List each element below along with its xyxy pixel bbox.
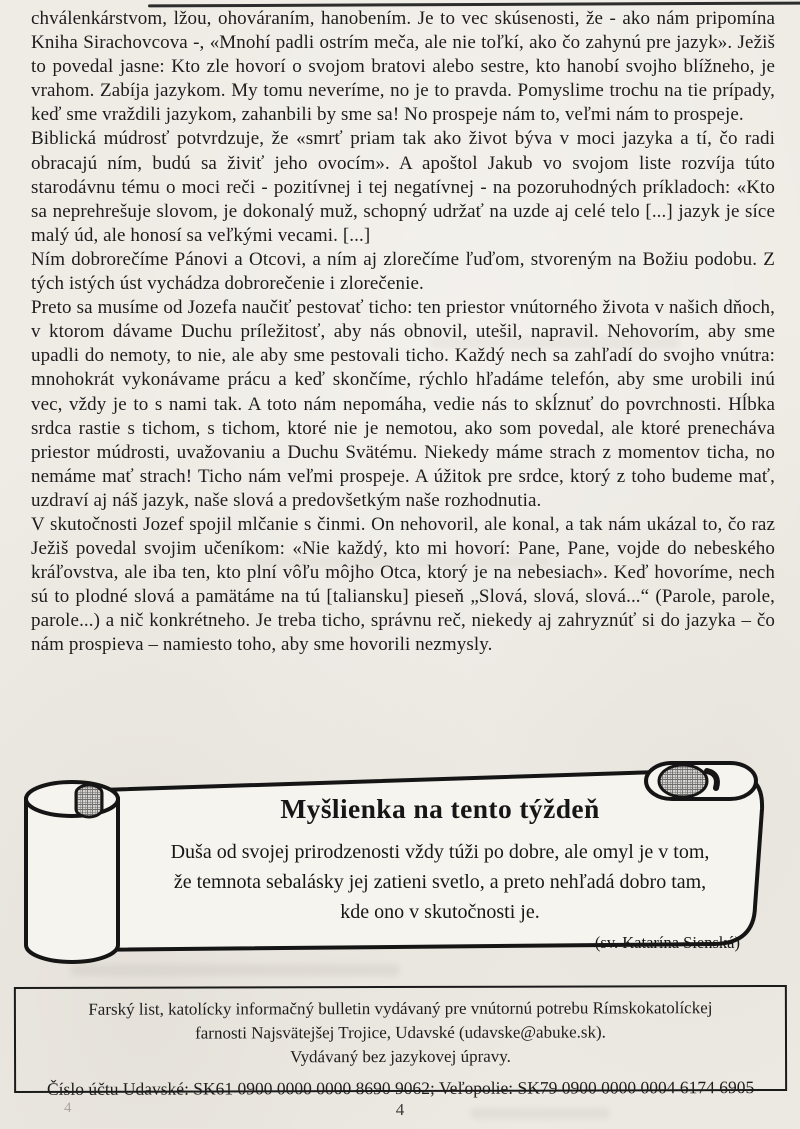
article-body (31, 7, 775, 658)
body-paragraph: chválenkárstvom, lžou, ohováraním, hanobením. Je to vec skúsenosti, že - ako nám pripomína Kniha Sirachovcova -, «Mnohí padli ostrím meča, ale nie toľkí, ako čo zahynú pre jazyk». Ježiš to povedal jasne: Kto zle hovorí o svojom bratovi alebo sestre, kto hanobí svojho blížneho, je vrahom. Zabíja jazykom. My tomu neveríme, no je to pravda. Pomyslime trochu na tie prípady, keď sme vraždili jazykom, zahanbili by sme sa! No prospeje nám to, veľmi nám to prospeje. (31, 8, 775, 126)
thought-of-week-banner (10, 757, 792, 983)
imprint-line: farnosti Najsvätejšej Trojice, Udavské (udavske@abuke.sk). (195, 1022, 606, 1043)
body-paragraph: Biblická múdrosť potvrdzuje, že «smrť priam tak ako život býva v moci jazyka a tí, čo radi obracajú ním, budú sa živiť jeho ovocím». A apoštol Jakub vo svojom liste rozvíja túto starodávnu tému o moci reči - pozitívnej i tej negatívnej - na pozoruhodných príkladoch: «Kto sa neprehrešuje slovom, je dokonalý muž, schopný udržať na uzde aj celé telo [...] jazyk je síce malý úd, ale honosí sa veľkými vecami. [...] (31, 128, 775, 246)
page-number: 4 (395, 1100, 405, 1119)
imprint-box (14, 985, 787, 1099)
banner-title: Myšlienka na tento týždeň (280, 793, 600, 824)
imprint-account-numbers: Číslo účtu Udavské: SK61 0900 0000 0000 8690 9062; Veľopolie: SK79 0900 0000 0004 6174 6905 (46, 1077, 755, 1099)
body-paragraph: V skutočnosti Jozef spojil mlčanie s činmi. On nehovoril, ale konal, a tak nám ukázal to, čo raz Ježiš povedal svojim učeníkom: «Nie každý, kto mi hovorí: Pane, Pane, vojde do nebeského kráľovstva, ale iba ten, kto plní vôľu môjho Otca, ktorý je na nebesiach». Keď hovoríme, nech sú to plodné slová a pamätáme na tú [taliansku] pieseň „Slová, slová, slová...“ (Parole, parole, parole...) a nič konkrétneho. Je treba ticho, správnu reč, niekedy aj zahryznúť si do jazyka – čo nám prospieva – namiesto toho, aby sme hovorili nezmysly. (31, 513, 775, 656)
quote-line: že temnota sebalásky jej zatieni svetlo, a preto nehľadá dobro tam, (173, 871, 707, 893)
banner-quote (138, 837, 742, 927)
body-paragraph: Ním dobrorečíme Pánovi a Otcovi, a ním aj zlorečíme ľuďom, stvoreným na Božiu podobu. Z tých istých úst vychádza dobrorečenie i zlorečenie. (31, 248, 775, 295)
quote-line: Duša od svojej prirodzenosti vždy túži po dobre, ale omyl je v tom, (170, 841, 710, 863)
banner-content (138, 787, 742, 953)
quote-line: kde ono v skutočnosti je. (340, 901, 540, 923)
imprint-line: Farský list, katolícky informačný bulletin vydávaný pre vnútornú potrebu Rímskokatolíckej (88, 998, 713, 1019)
stray-page-number: 4 (64, 1100, 72, 1116)
imprint-line: Vydávaný bez jazykovej úpravy. (290, 1046, 511, 1067)
body-paragraph: Preto sa musíme od Jozefa naučiť pestovať ticho: ten priestor vnútorného života v našich dňoch, v ktorom dávame Duchu príležitosť, aby nás obnovil, utešil, napravil. Nehovorím, aby sme upadli do nemoty, to nie, ale aby sme pestovali ticho. Každý nech sa zahľadí do svojho vnútra: mnohokrát vykonávame prácu a keď skončíme, rýchlo hľadáme telefón, aby sme urobili inú vec, vždy je to s nami tak. A toto nám nepomáha, vedie nás to skĺznuť do povrchnosti. Hĺbka srdca rastie s tichom, s tichom, ktoré nie je nemotou, ako som povedal, ale ktoré prenecháva priestor múdrosti, uvažovaniu a Duchu Svätému. Niekedy máme strach z momentov ticha, no nemáme mať strach! Ticho nám veľmi prospeje. A úžitok pre srdce, ktorý z toho budeme mať, uzdraví aj náš jazyk, naše slová a predovšetkým naše rozhodnutia. (31, 297, 775, 511)
quote-attribution: (sv. Katarína Sienská) (594, 933, 740, 952)
